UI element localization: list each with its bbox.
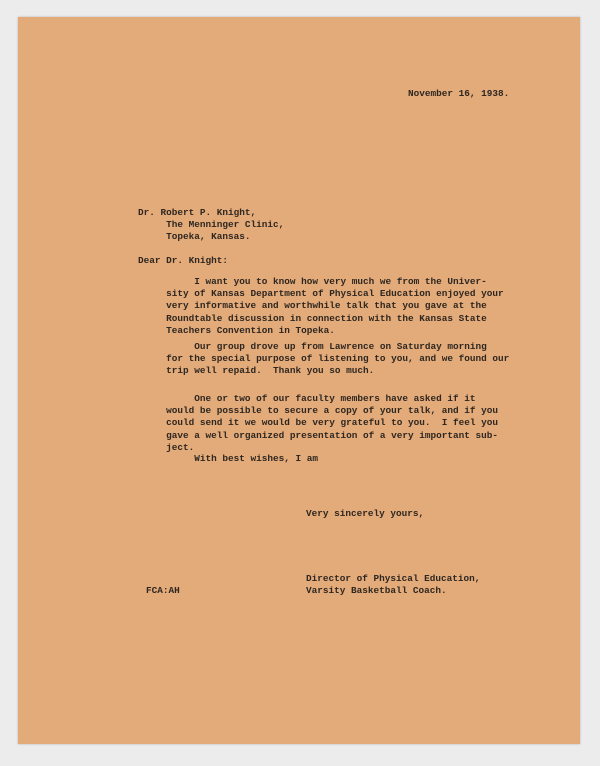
paragraph-1: I want you to know how very much we from the Univer- sity of Kansas Department of Physical Education enjoyed your very informative and worthwhile talk that you gave at the Roundtable discussion in connection with the Kansas State Teachers Convention in Topeka. [166,276,504,336]
signature-block [306,573,480,597]
salutation: Dear Dr. Knight: [138,255,229,266]
recipient-line-3: Topeka, Kansas. [166,231,251,243]
paragraph-2: Our group drove up from Lawrence on Saturday morning for the special purpose of listening to you, and we found our trip well repaid. Thank you so much. [166,341,510,377]
recipient-line-1: Dr. Robert P. Knight, [138,207,257,218]
paragraph-4: With best wishes, I am [138,453,319,464]
letter-page [18,17,580,744]
closing: Very sincerely yours, [306,508,425,519]
paragraph-3: One or two of our faculty members have asked if it would be possible to secure a copy of your talk, and if you could send it we would be very grateful to you. I feel you gave a well organized presentation of a very important sub- ject. [166,393,499,453]
signature-line-2: Varsity Basketball Coach. [306,585,447,597]
recipient-line-2: The Menninger Clinic, [166,219,285,231]
typist-initials: FCA:AH [146,585,180,596]
letter-date: November 16, 1938. [408,88,510,99]
signature-line-1: Director of Physical Education, [306,573,481,584]
recipient-address [138,207,284,244]
